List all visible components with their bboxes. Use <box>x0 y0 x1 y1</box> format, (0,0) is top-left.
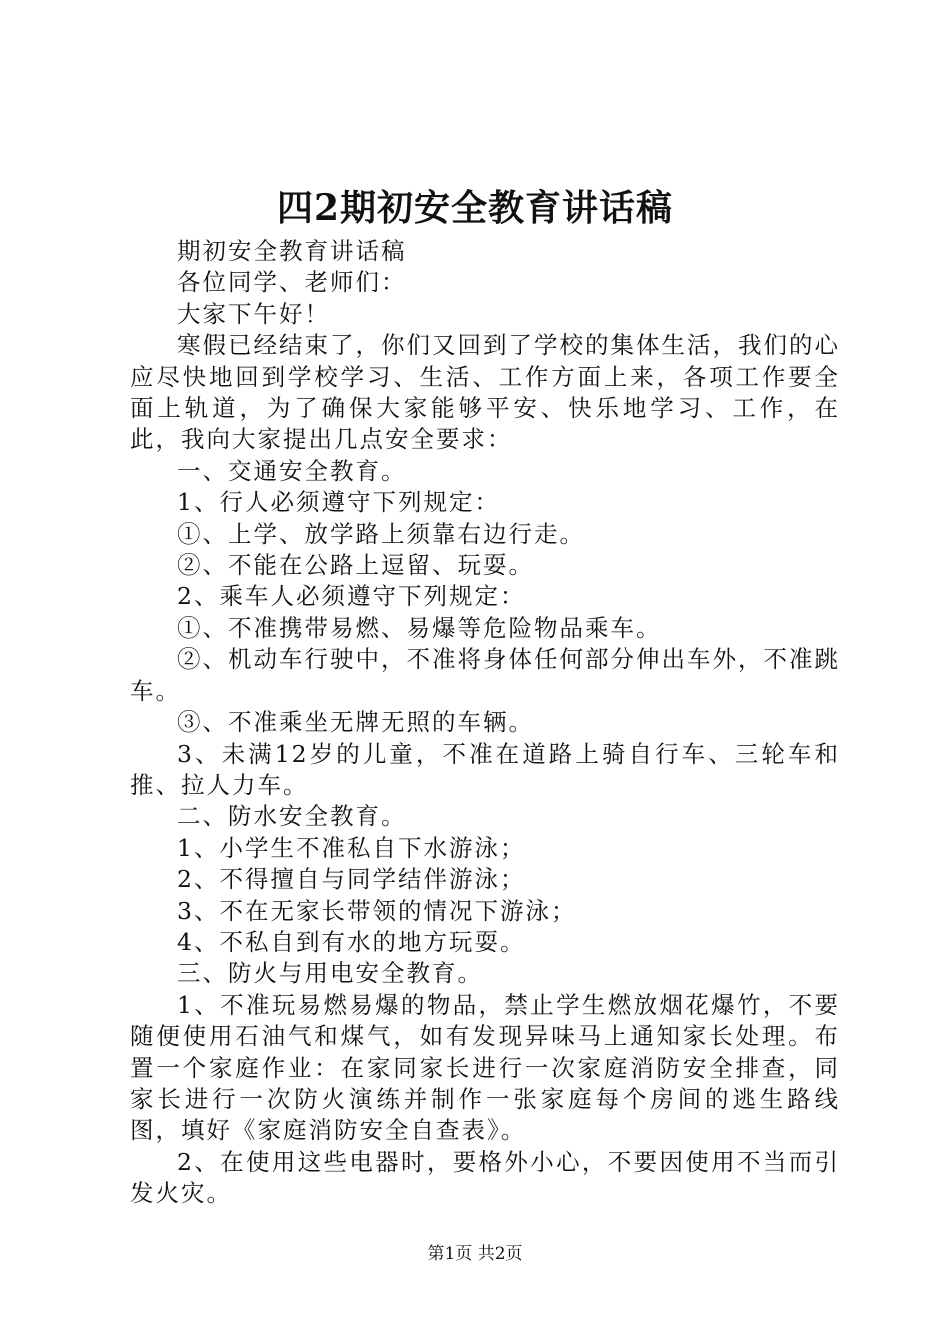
paragraph: 寒假已经结束了，你们又回到了学校的集体生活，我们的心应尽快地回到学校学习、生活、工作方面上来，各项工作要全面上轨道，为了确保大家能够平安、快乐地学习、工作，在此，我向大家提出几点安全要求： <box>130 331 840 454</box>
paragraph: 2、在使用这些电器时，要格外小心，不要因使用不当而引发火灾。 <box>130 1147 840 1208</box>
document-title: 四2期初安全教育讲话稿 <box>276 187 674 229</box>
paragraph: ②、机动车行驶中，不准将身体任何部分伸出车外，不准跳车。 <box>130 645 840 705</box>
paragraph: ①、上学、放学路上须靠右边行走。 <box>177 519 585 548</box>
section-heading: 二、防水安全教育。 <box>177 802 407 831</box>
paragraph: 1、小学生不准私自下水游泳； <box>177 833 526 862</box>
paragraph: 期初安全教育讲话稿 <box>177 237 407 265</box>
paragraph: 4、不私自到有水的地方玩耍。 <box>177 927 526 956</box>
paragraph: ①、不准携带易燃、易爆等危险物品乘车。 <box>177 613 662 642</box>
paragraph: 1、行人必须遵守下列规定： <box>177 488 500 517</box>
document-body <box>130 236 840 1210</box>
paragraph: 各位同学、老师们： <box>177 268 407 297</box>
paragraph: ②、不能在公路上逗留、玩耍。 <box>177 551 534 580</box>
page-footer: 第1页 共2页 <box>427 1244 523 1264</box>
section-heading: 一、交通安全教育。 <box>177 456 407 485</box>
paragraph: 大家下午好！ <box>177 299 330 328</box>
paragraph: 1、不准玩易燃易爆的物品，禁止学生燃放烟花爆竹，不要随便使用石油气和煤气，如有发现异味马上通知家长处理。布置一个家庭作业：在家同家长进行一次家庭消防安全排查，同家长进行一次防火演练并制作一张家庭每个房间的逃生路线图，填好《家庭消防安全自查表》。 <box>130 990 840 1145</box>
section-heading: 三、防火与用电安全教育。 <box>177 959 483 988</box>
paragraph: ③、不准乘坐无牌无照的车辆。 <box>177 708 534 737</box>
paragraph: 2、乘车人必须遵守下列规定： <box>177 582 526 611</box>
paragraph: 3、未满12岁的儿童，不准在道路上骑自行车、三轮车和推、拉人力车。 <box>130 739 840 799</box>
paragraph: 3、不在无家长带领的情况下游泳； <box>177 896 577 925</box>
paragraph: 2、不得擅自与同学结伴游泳； <box>177 865 526 894</box>
